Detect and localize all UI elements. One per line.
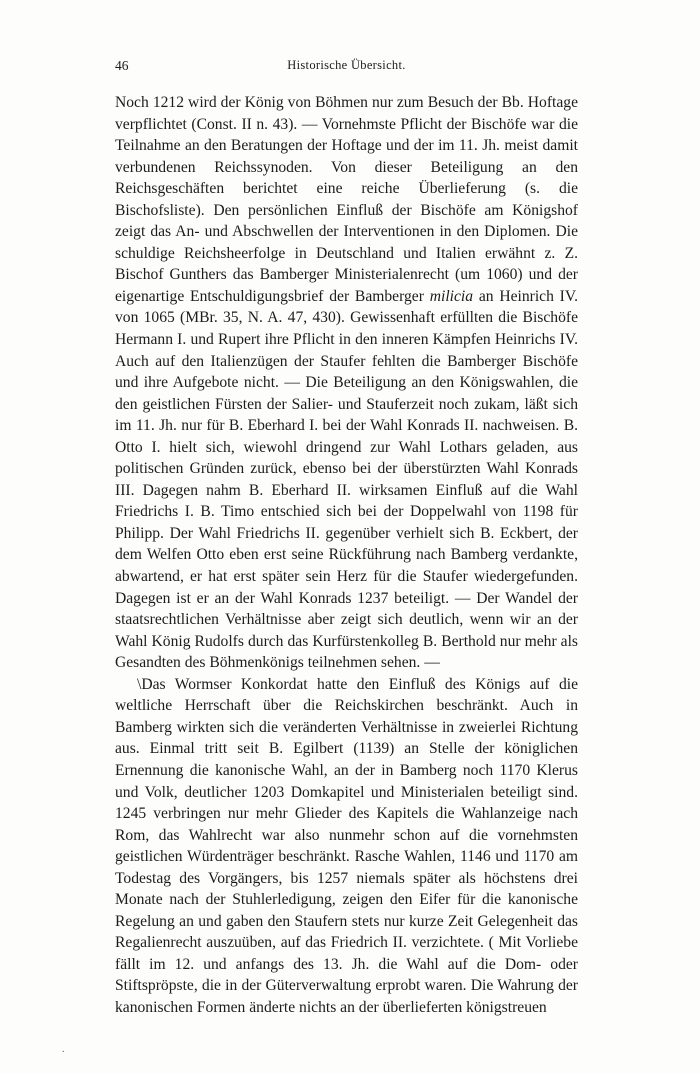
page-number: 46 — [115, 58, 129, 73]
page-header — [115, 58, 578, 78]
paragraph — [115, 674, 578, 1019]
running-head: Historische Übersicht. — [287, 58, 406, 72]
paragraph-text: Noch 1212 wird der König von Böhmen nur zum Besuch der Bb. Hoftage verpflichtet (Const. II n. 43). — Vornehmste Pflicht der Bischöfe war die Teilnahme an den Beratungen der Hoftage und der im 11. Jh. meist damit verbundenen Reichssynoden. Von dieser Beteiligung an den Reichsgeschäften berichtet eine reiche Überlieferung (s. die Bischofsliste). Den persönlichen Einfluß der Bischöfe am Königshof zeigt das An- und Abschwellen der Interventionen in den Diplomen. Die schuldige Reichsheerfolge in Deutschland und Italien erwähnt z. Z. Bischof Gunthers das Bamberger Ministerialenrecht (um 1060) und der eigenartige Entschuldigungsbrief der Bamberger — [115, 94, 578, 305]
margin-mark: \ — [137, 675, 142, 693]
body-text — [115, 92, 578, 1019]
paragraph-text: Das Wormser Konkordat hatte den Einfluß des Königs auf die weltliche Herrschaft über die Reichskirchen beschränkt. Auch in Bamberg wirkten sich die veränderten Verhältnisse in zweierlei Richtung aus. Einmal tritt seit B. Egilbert (1139) an Stelle der königlichen Ernennung die kanonische Wahl, an der in Bamberg noch 1170 Klerus und Volk, deutlicher 1203 Domkapitel und Ministerialen beteiligt sind. 1245 verbringen nur mehr Glieder des Kapitels die Wahlanzeige nach Rom, das Wahlrecht war also nunmehr schon auf die vornehmsten geistlichen Würdenträger beschränkt. Rasche Wahlen, 1146 und 1170 am Todestag des Vorgängers, bis 1257 niemals später als höchstens drei Monate nach der Stuhlerledigung, zeigen den Eifer für die kanonische Regelung an und gaben den Staufern stets nur kurze Zeit Gelegenheit das Regalienrecht auszuüben, auf das Friedrich II. verzichtete. — [115, 675, 578, 952]
paragraph-text: Mit Vorliebe fällt im 12. und anfangs des 13. Jh. die Wahl auf die Dom- oder Stiftspröpste, die in der Güterverwaltung erprobt waren. Die Wahrung der kanonischen Formen änderte nichts an der überlieferten königstreuen — [115, 934, 578, 1016]
italic-term: milicia — [429, 287, 474, 305]
footer-mark: . — [62, 1044, 65, 1055]
margin-mark: ( — [488, 934, 494, 952]
paragraph — [115, 92, 578, 674]
paragraph-text: an Heinrich IV. von 1065 (MBr. 35, N. A. 47, 430). Gewissenhaft erfüllten die Bischöfe Hermann I. und Rupert ihre Pflicht in den inneren Kämpfen Heinrichs IV. Auch auf den Italienzügen der Staufer fehlten die Bamberger Bischöfe und ihre Aufgebote nicht. — Die Beteiligung an den Königswahlen, die den geistlichen Fürsten der Salier- und Stauferzeit noch zukam, läßt sich im 11. Jh. nur für B. Eberhard I. bei der Wahl Konrads II. nachweisen. B. Otto I. hielt sich, wiewohl dringend zur Wahl Lothars geladen, aus politischen Gründen zurück, ebenso bei der überstürzten Wahl Konrads III. Dagegen nahm B. Eberhard II. wirksamen Einfluß auf die Wahl Friedrichs I. B. Timo entschied sich bei der Doppelwahl von 1198 für Philipp. Der Wahl Friedrichs II. gegenüber verhielt sich B. Eckbert, der dem Welfen Otto eben erst seine Rückführung nach Bamberg verdankte, abwartend, er hat erst später sein Herz für die Staufer wiedergefunden. Dagegen ist er an der Wahl Konrads 1237 beteiligt. — Der Wandel der staatsrechtlichen Verhältnisse aber zeigt sich deutlich, wenn wir an der Wahl König Rudolfs durch das Kurfürstenkolleg B. Berthold nur mehr als Gesandten des Böhmenkönigs teilnehmen sehen. — — [115, 287, 579, 672]
